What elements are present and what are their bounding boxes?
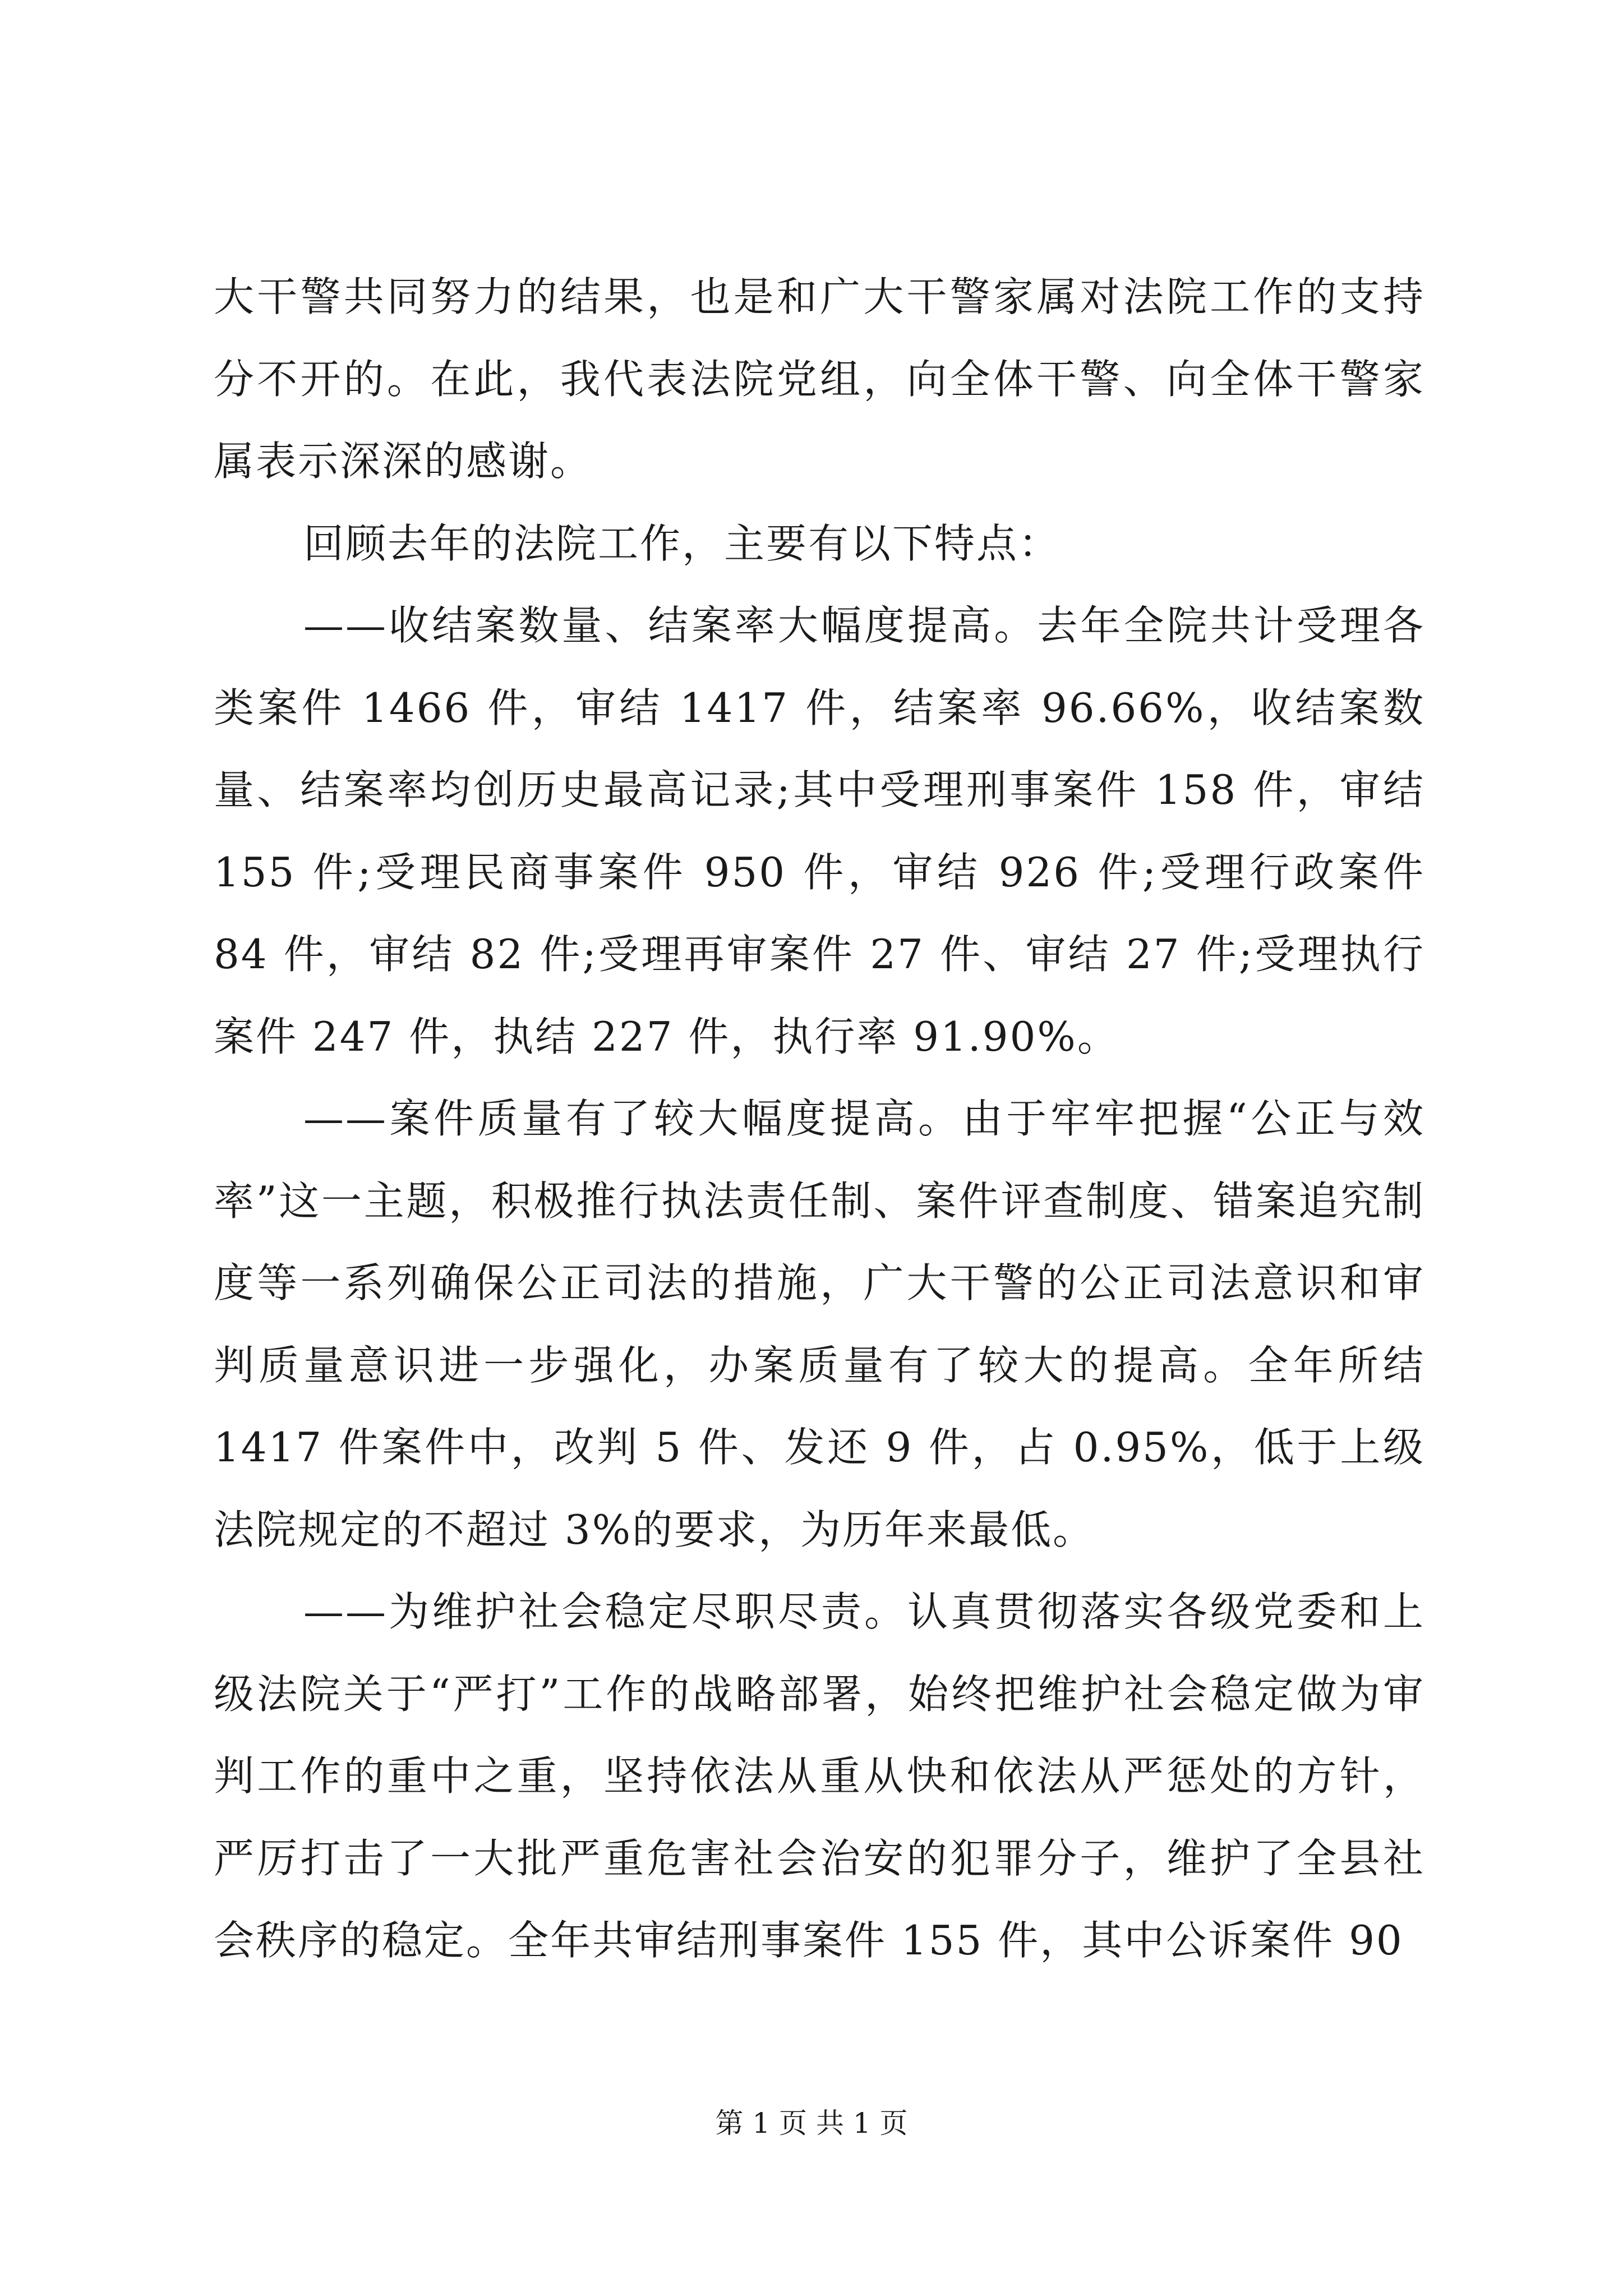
paragraph-3: ——收结案数量、结案率大幅度提高。去年全院共计受理各类案件 1466 件，审结 1417 件，结案率 96.66%，收结案数量、结案率均创历史最高记录;其中受理刑事案件 158 件，审结 155 件;受理民商事案件 950 件，审结 926 件;受理行政案件 84 件，审结 82 件;受理再审案件 27 件、审结 27 件;受理执行案件 247 件，执结 227 件，执行率 91.90%。: [214, 602, 1425, 1060]
paragraph-1: 大干警共同努力的结果，也是和广大干警家属对法院工作的支持分不开的。在此，我代表法院党组，向全体干警、向全体干警家属表示深深的感谢。: [214, 273, 1425, 485]
page-footer: 第 1 页 共 1 页: [715, 2107, 908, 2139]
paragraph-5: ——为维护社会稳定尽职尽责。认真贯彻落实各级党委和上级法院关于“严打”工作的战略部署，始终把维护社会稳定做为审判工作的重中之重，坚持依法从重从快和依法从严惩处的方针，严厉打击了一大批严重危害社会治安的犯罪分子，维护了全县社会秩序的稳定。全年共审结刑事案件 155 件，其中公诉案件 90: [214, 1588, 1425, 1964]
paragraph-2: 回顾去年的法院工作，主要有以下特点：: [303, 519, 1061, 567]
paragraph-4: ——案件质量有了较大幅度提高。由于牢牢把握“公正与效率”这一主题，积极推行执法责任制、案件评查制度、错案追究制度等一系列确保公正司法的措施，广大干警的公正司法意识和审判质量意识进一步强化，办案质量有了较大的提高。全年所结 1417 件案件中，改判 5 件、发还 9 件，占 0.95%，低于上级法院规定的不超过 3%的要求，为历年来最低。: [214, 1095, 1425, 1553]
document-body: [214, 256, 1425, 1982]
